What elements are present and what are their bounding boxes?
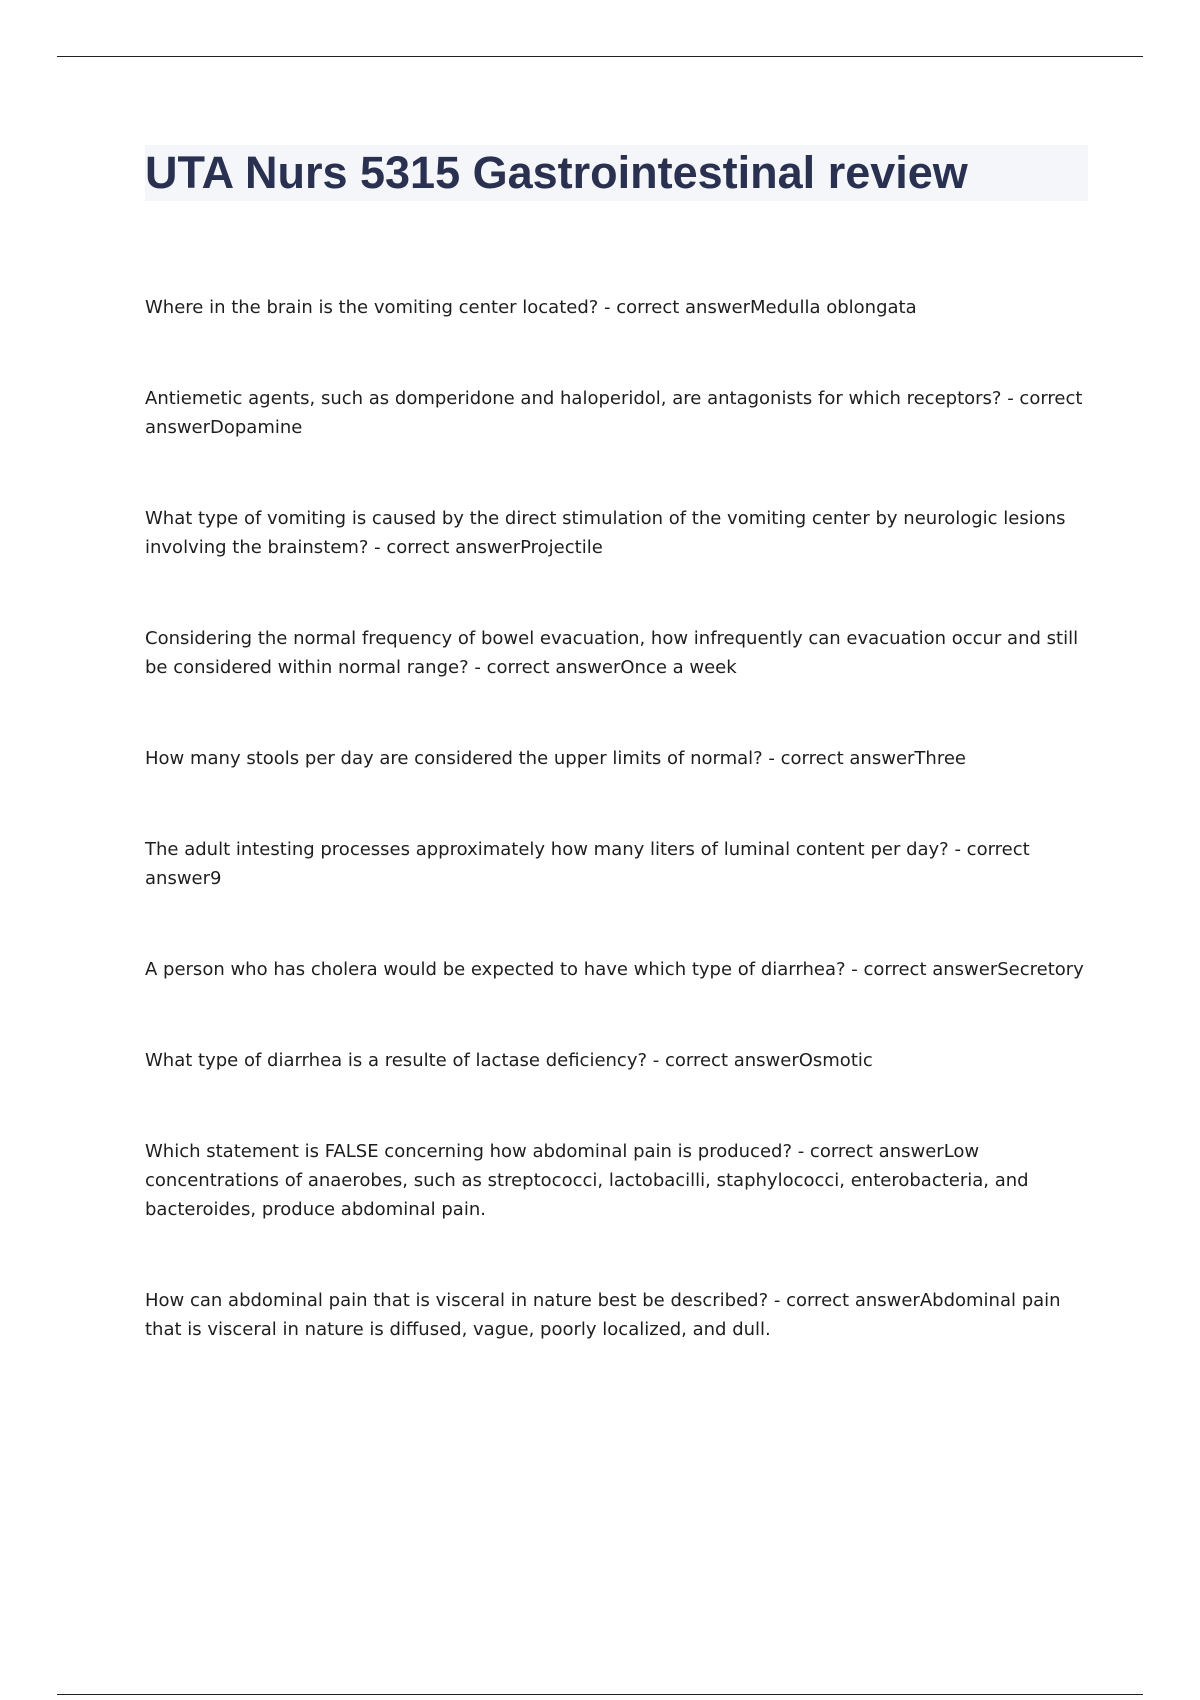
- question-text: How can abdominal pain that is visceral in nature best be described? - correct answerAbdominal pain that is visceral in nature is diffused, vague, poorly localized, and dull.: [145, 1290, 1061, 1340]
- question-item: [145, 835, 1095, 893]
- top-rule: [57, 56, 1143, 57]
- question-item: [145, 504, 1095, 562]
- question-item: [145, 1286, 1095, 1344]
- question-text: Where in the brain is the vomiting center located? - correct answerMedulla oblongata: [145, 297, 917, 318]
- question-item: [145, 384, 1095, 442]
- question-text: Considering the normal frequency of bowel evacuation, how infrequently can evacuation occur and still be considered within normal range? - correct answerOnce a week: [145, 628, 1079, 678]
- question-list: [145, 293, 1095, 1406]
- question-text: Which statement is FALSE concerning how abdominal pain is produced? - correct answerLow concentrations of anaerobes, such as streptococci, lactobacilli, staphylococci, enterobacteria, and bacteroides, produce abdominal pain.: [145, 1141, 1029, 1220]
- document-title: UTA Nurs 5315 Gastrointestinal review: [145, 147, 968, 198]
- question-text: What type of diarrhea is a resulte of lactase deficiency? - correct answerOsmotic: [145, 1050, 873, 1071]
- bottom-rule: [57, 1694, 1143, 1695]
- question-text: A person who has cholera would be expected to have which type of diarrhea? - correct answerSecretory: [145, 959, 1084, 980]
- question-item: [145, 1046, 1095, 1075]
- question-text: Antiemetic agents, such as domperidone and haloperidol, are antagonists for which receptors? - correct answerDopamine: [145, 388, 1083, 438]
- question-item: [145, 293, 1095, 322]
- question-item: [145, 744, 1095, 773]
- question-text: The adult intesting processes approximately how many liters of luminal content per day? - correct answer9: [145, 839, 1030, 889]
- question-item: [145, 1137, 1095, 1224]
- question-text: What type of vomiting is caused by the direct stimulation of the vomiting center by neurologic lesions involving the brainstem? - correct answerProjectile: [145, 508, 1066, 558]
- question-item: [145, 624, 1095, 682]
- question-text: How many stools per day are considered the upper limits of normal? - correct answerThree: [145, 748, 966, 769]
- question-item: [145, 955, 1095, 984]
